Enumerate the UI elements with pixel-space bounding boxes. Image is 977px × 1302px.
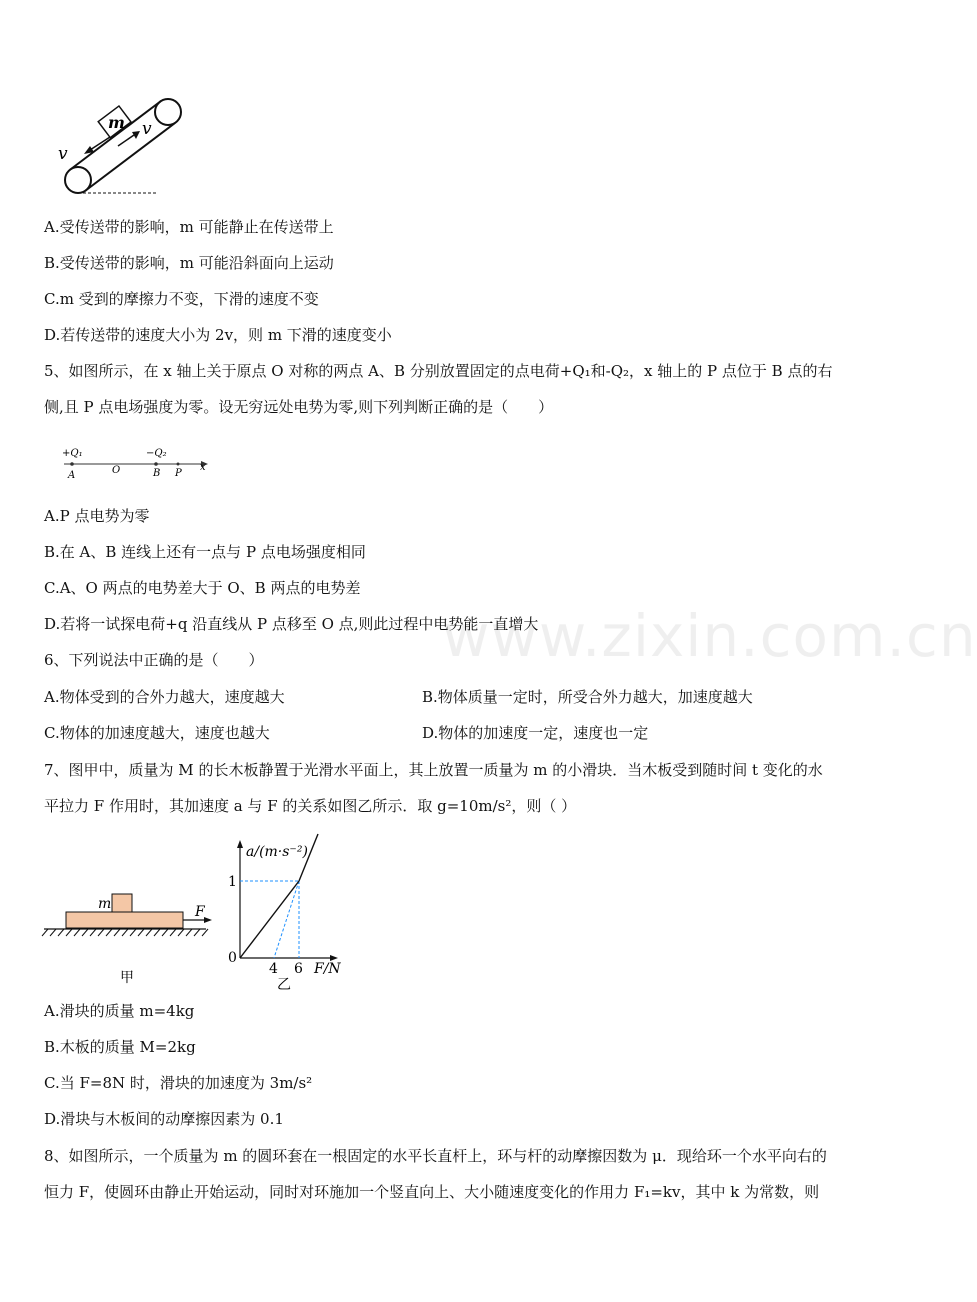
q6-option-c: C.物体的加速度越大，速度也越大 [44, 724, 270, 742]
q7-stem-line2: 平拉力 F 作用时，其加速度 a 与 F 的关系如图乙所示．取 g=10m/s²，则（ ） [44, 797, 577, 815]
q7-option-c: C.当 F=8N 时，滑块的加速度为 3m/s² [44, 1074, 313, 1092]
q5-option-b: B.在 A、B 连线上还有一点与 P 点电场强度相同 [44, 543, 366, 561]
q7-figure-jia [40, 888, 220, 992]
q5-option-d: D.若将一试探电荷+q 沿直线从 P 点移至 O 点,则此过程中电势能一直增大 [44, 615, 539, 633]
q5-option-c: C.A、O 两点的电势差大于 O、B 两点的电势差 [44, 579, 361, 597]
q6-option-d: D.物体的加速度一定，速度也一定 [422, 724, 649, 742]
q5-fig-q2: −Q₂ [146, 448, 167, 459]
q5-fig-a: A [68, 470, 76, 481]
conveyor-belt-figure [50, 92, 190, 198]
q5-fig-p: P [175, 468, 182, 479]
yi-caption: 乙 [277, 977, 291, 993]
yi-ytick: 1 [228, 874, 237, 890]
q8-stem-line1: 8、如图所示，一个质量为 m 的圆环套在一根固定的水平长直杆上，环与杆的动摩擦因数为 μ．现给环一个水平向右的 [44, 1147, 827, 1165]
belt-mass-label: m [108, 113, 125, 132]
jia-m-label: m [98, 896, 112, 912]
q5-axis-figure [58, 440, 218, 488]
q5-fig-o: O [112, 465, 121, 476]
q5-stem-line2: 侧,且 P 点电场强度为零。设无穷远处电势为零,则下列判断正确的是（ ） [44, 398, 554, 416]
q6-option-a: A.物体受到的合外力越大，速度越大 [44, 688, 285, 706]
q6-stem: 6、下列说法中正确的是（ ） [44, 651, 264, 669]
q5-option-a: A.P 点电势为零 [44, 507, 150, 525]
yi-ylabel: a/(m·s⁻²) [246, 844, 308, 860]
q5-fig-q1: +Q₁ [62, 448, 83, 459]
q7-option-b: B.木板的质量 M=2kg [44, 1038, 196, 1056]
q4-option-c: C.m 受到的摩擦力不变，下滑的速度不变 [44, 290, 319, 308]
belt-v-left: v [58, 144, 68, 164]
yi-origin: 0 [228, 950, 237, 966]
q7-option-a: A.滑块的质量 m=4kg [44, 1002, 195, 1020]
q4-option-d: D.若传送带的速度大小为 2v，则 m 下滑的速度变小 [44, 326, 392, 344]
q5-fig-b: B [153, 468, 161, 479]
watermark: www.zixin.com.cn [442, 602, 977, 670]
q6-option-b: B.物体质量一定时，所受合外力越大，加速度越大 [422, 688, 753, 706]
q5-fig-x: x [200, 462, 206, 473]
q4-option-b: B.受传送带的影响，m 可能沿斜面向上运动 [44, 254, 334, 272]
jia-f-label: F [195, 904, 205, 920]
yi-xtick-4: 4 [269, 961, 278, 977]
q7-stem-line1: 7、图甲中，质量为 M 的长木板静置于光滑水平面上，其上放置一质量为 m 的小滑块．当木板受到随时间 t 变化的水 [44, 761, 823, 779]
q4-option-a: A.受传送带的影响，m 可能静止在传送带上 [44, 218, 334, 236]
jia-caption: 甲 [120, 970, 134, 986]
belt-v-right: v [142, 119, 152, 139]
q5-stem-line1: 5、如图所示，在 x 轴上关于原点 O 对称的两点 A、B 分别放置固定的点电荷+Q₁和-Q₂，x 轴上的 P 点位于 B 点的右 [44, 362, 833, 380]
q8-stem-line2: 恒力 F，使圆环由静止开始运动，同时对环施加一个竖直向上、大小随速度变化的作用力 F₁=kv，其中 k 为常数，则 [44, 1183, 820, 1201]
q7-figure-yi [222, 834, 357, 994]
yi-xtick-6: 6 [294, 961, 303, 977]
yi-xlabel: F/N [314, 961, 341, 977]
q7-option-d: D.滑块与木板间的动摩擦因素为 0.1 [44, 1110, 284, 1128]
